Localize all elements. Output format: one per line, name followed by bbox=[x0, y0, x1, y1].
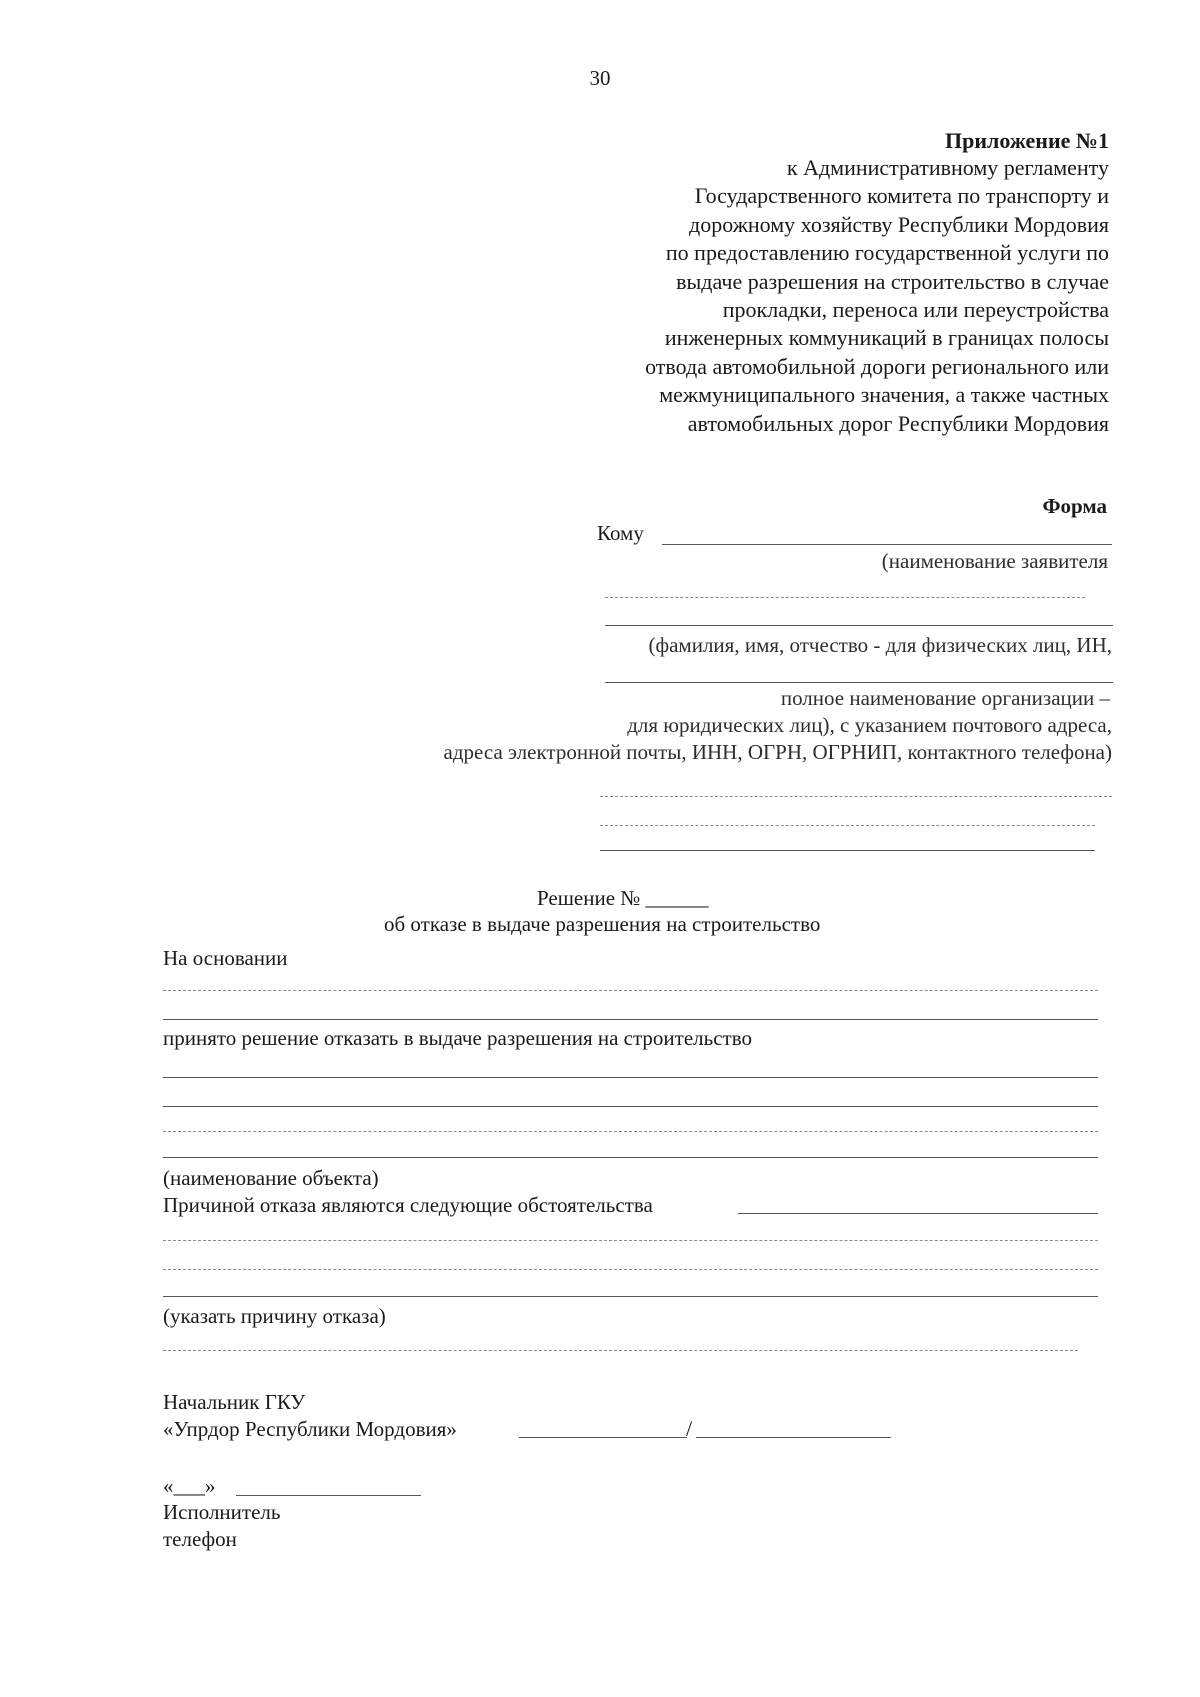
appendix-line: Государственного комитета по транспорту и bbox=[694, 183, 1109, 209]
appendix-line: прокладки, переноса или переустройства bbox=[722, 297, 1109, 323]
signature-name-line[interactable] bbox=[696, 1437, 891, 1438]
date-line[interactable] bbox=[236, 1495, 421, 1496]
reason-line[interactable] bbox=[738, 1213, 1098, 1214]
recipient-line[interactable] bbox=[600, 850, 1095, 851]
reason-line[interactable] bbox=[163, 1350, 1078, 1351]
decision-title: Решение № ______ bbox=[537, 886, 709, 910]
decision-text: принято решение отказать в выдаче разрешения на строительство bbox=[163, 1026, 752, 1050]
executor-label: Исполнитель bbox=[163, 1500, 281, 1524]
recipient-line[interactable] bbox=[600, 796, 1112, 797]
signature-separator: / bbox=[686, 1416, 693, 1441]
appendix-line: межмуниципального значения, а также частных bbox=[659, 382, 1109, 408]
recipient-line[interactable] bbox=[605, 597, 1085, 598]
object-line[interactable] bbox=[163, 1077, 1098, 1078]
recipient-hint-legal: для юридических лиц), с указанием почтового адреса, bbox=[627, 713, 1112, 737]
recipient-line[interactable] bbox=[662, 544, 1112, 545]
recipient-hint-contacts: адреса электронной почты, ИНН, ОГРН, ОГРНИП, контактного телефона) bbox=[443, 740, 1112, 764]
reason-line[interactable] bbox=[163, 1296, 1098, 1297]
object-line[interactable] bbox=[163, 1157, 1098, 1158]
appendix-line: отвода автомобильной дороги регионального или bbox=[645, 353, 1109, 379]
recipient-hint-person: (фамилия, имя, отчество - для физических лиц, ИН, bbox=[648, 633, 1112, 657]
basis-label: На основании bbox=[163, 946, 288, 970]
appendix-description bbox=[509, 154, 1109, 438]
basis-line[interactable] bbox=[163, 1019, 1098, 1020]
appendix-line: дорожному хозяйству Республики Мордовия bbox=[689, 211, 1109, 237]
object-hint: (наименование объекта) bbox=[163, 1166, 379, 1190]
page-number: 30 bbox=[589, 66, 611, 90]
reason-hint: (указать причину отказа) bbox=[163, 1304, 386, 1328]
appendix-line: автомобильных дорог Республики Мордовия bbox=[687, 410, 1109, 436]
reason-line[interactable] bbox=[163, 1240, 1098, 1241]
signature-position: Начальник ГКУ bbox=[163, 1390, 306, 1414]
decision-subtitle: об отказе в выдаче разрешения на строительство bbox=[384, 912, 821, 936]
appendix-line: инженерных коммуникаций в границах полосы bbox=[664, 325, 1109, 351]
reason-line[interactable] bbox=[163, 1269, 1098, 1270]
object-line[interactable] bbox=[163, 1131, 1098, 1132]
appendix-line: к Административному регламенту bbox=[786, 155, 1109, 180]
signature-organization: «Упрдор Республики Мордовия» bbox=[163, 1417, 457, 1441]
appendix-line: выдаче разрешения на строительство в случае bbox=[676, 268, 1109, 294]
recipient-hint-applicant: (наименование заявителя bbox=[881, 549, 1108, 573]
appendix-line: по предоставлению государственной услуги по bbox=[665, 240, 1109, 266]
recipient-to-label: Кому bbox=[597, 521, 644, 545]
basis-line[interactable] bbox=[163, 990, 1098, 991]
form-label: Форма bbox=[1042, 494, 1107, 518]
phone-label: телефон bbox=[163, 1527, 237, 1551]
recipient-hint-organization: полное наименование организации – bbox=[780, 686, 1110, 710]
signature-line[interactable] bbox=[519, 1437, 687, 1438]
date-placeholder: «___» bbox=[163, 1474, 216, 1498]
reason-label: Причиной отказа являются следующие обстоятельства bbox=[163, 1193, 653, 1217]
recipient-line[interactable] bbox=[600, 825, 1095, 826]
object-line[interactable] bbox=[163, 1106, 1098, 1107]
recipient-line[interactable] bbox=[605, 682, 1113, 683]
appendix-title: Приложение №1 bbox=[945, 128, 1109, 153]
recipient-line[interactable] bbox=[605, 625, 1113, 626]
